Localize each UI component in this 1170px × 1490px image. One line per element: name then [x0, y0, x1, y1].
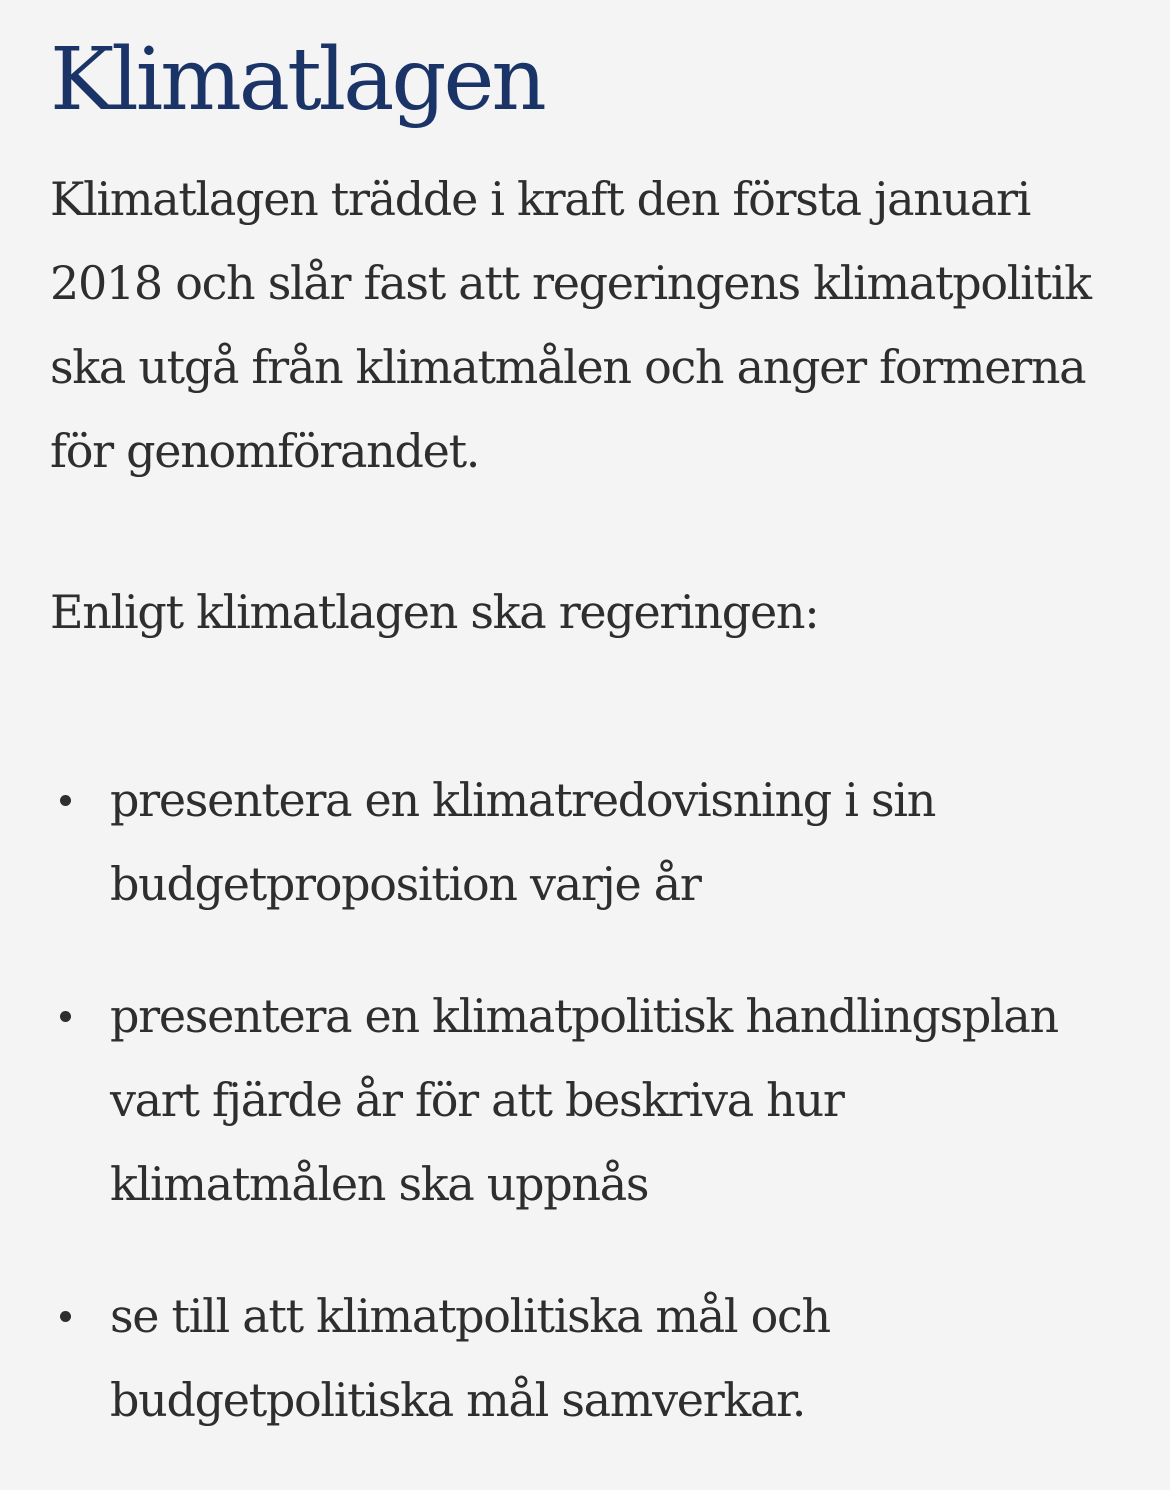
page-title: Klimatlagen — [50, 30, 544, 130]
list-item-text: presentera en klimatredovisning i sin budgetproposition varje år — [110, 773, 936, 911]
lead-paragraph: Enligt klimatlagen ska regeringen: — [50, 585, 819, 639]
intro-paragraph: Klimatlagen trädde i kraft den första januari 2018 och slår fast att regeringens klimatpolitik ska utgå från klimatmålen och anger formerna för genomförandet. — [50, 172, 1091, 478]
list-item-text: presentera en klimatpolitisk handlingsplan vart fjärde år för att beskriva hur klimatmålen ska uppnås — [110, 989, 1058, 1211]
bullet-icon — [60, 1311, 71, 1322]
list-item — [50, 1274, 1120, 1442]
bullet-icon — [60, 795, 71, 806]
list-item — [50, 974, 1120, 1226]
bullet-icon — [60, 1011, 71, 1022]
list-item-text: se till att klimatpolitiska mål och budgetpolitiska mål samverkar. — [110, 1289, 830, 1427]
list-item — [50, 758, 1120, 926]
requirements-list — [50, 758, 1120, 1442]
